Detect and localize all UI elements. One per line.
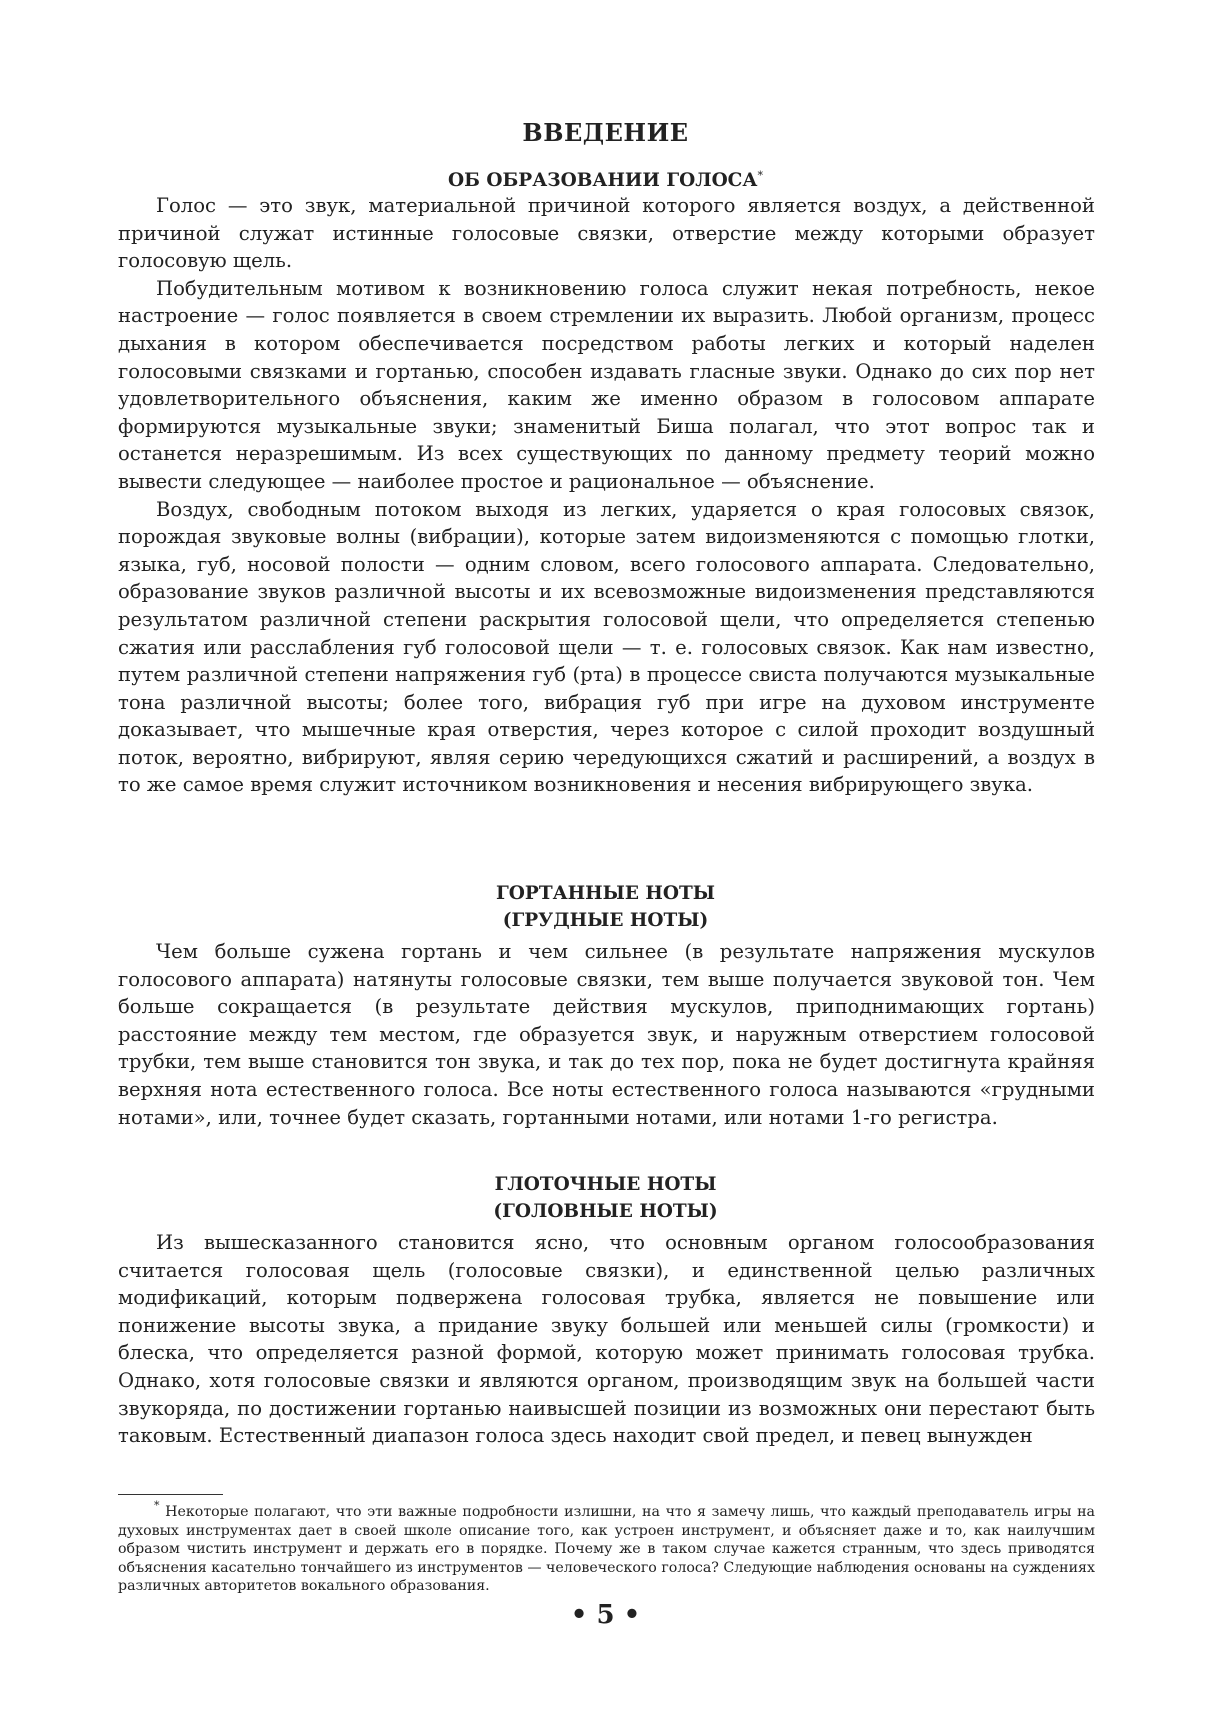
page-number: • 5 • — [570, 1600, 641, 1630]
section-heading-line: ГОРТАННЫЕ НОТЫ — [496, 883, 715, 904]
section-heading-line: (ГОЛОВНЫЕ НОТЫ) — [493, 1201, 718, 1222]
footnote-text: Некоторые полагают, что эти важные подробности излишни, на что я замечу лишь, что каждый преподаватель игры на духовых инструментах дает в своей школе описание того, как устроен инструмент, и объясняет даже и то, как наилучшим образом чистить инструмент и держать его в порядке. Почему же в таком случае кажется странным, что здесь приводятся объяснения касательно тончайшего из инструментов — человеческого голоса? Следующие наблюдения основаны на суждениях различных авторитетов вокального образования. — [118, 1504, 1095, 1594]
section-heading-line: ГЛОТОЧНЫЕ НОТЫ — [494, 1174, 717, 1195]
section-heading-line: (ГРУДНЫЕ НОТЫ) — [502, 910, 709, 931]
paragraph: Побудительным мотивом к возникновению голоса служит некая потребность, некое настроение — голос появляется в своем стремлении их выразить. Любой организм, процесс дыхания в котором обеспечивается посредством работы легких и который наделен голосовыми связками и гортанью, способен издавать гласные звуки. Однако до сих пор нет удовлетворительного объяснения, каким же именно образом в голосовом аппарате формируются музыкальные звуки; знаменитый Биша полагал, что этот вопрос так и останется неразрешимым. Из всех существующих по данному предмету теорий можно вывести следующее — наиболее простое и рациональное — объяснение. — [118, 276, 1095, 493]
section-heading-text: ОБ ОБРАЗОВАНИИ ГОЛОСА — [448, 170, 758, 191]
page-title: ВВЕДЕНИЕ — [522, 118, 689, 147]
paragraph: Воздух, свободным потоком выходя из легких, ударяется о края голосовых связок, порождая звуковые волны (вибрации), которые затем видоизменяются с помощью глотки, языка, губ, носовой полости — одним словом, всего голосового аппарата. Следовательно, образование звуков различной высоты и их всевозможные видоизменения представляются результатом различной степени раскрытия голосовой щели, что определяется степенью сжатия или расслабления губ голосовой щели — т. е. голосовых связок. Как нам известно, путем различной степени напряжения губ (рта) в процессе свиста получаются музыкальные тона различной высоты; более того, вибрация губ при игре на духовом инструменте доказывает, что мышечные края отверстия, через которое с силой проходит воздушный поток, вероятно, вибрируют, являя серию чередующихся сжатий и расширений, а воздух в то же самое время служит источником возникновения и несения вибрирующего звука. — [118, 497, 1095, 797]
footnote — [118, 1497, 1095, 1596]
paragraph: Чем больше сужена гортань и чем сильнее (в результате напряжения мускулов голосового аппарата) натянуты голосовые связки, тем выше получается звуковой тон. Чем больше сокращается (в результате действия мускулов, приподнимающих гортань) расстояние между тем местом, где образуется звук, и наружным отверстием голосовой трубки, тем выше становится тон звука, и так до тех пор, пока не будет достигнута крайняя верхняя нота естественного голоса. Все ноты естественного голоса называются «грудными нотами», или, точнее будет сказать, гортанными нотами, или нотами 1-го регистра. — [118, 940, 1095, 1129]
footnote-marker: * — [757, 169, 763, 182]
section-body-pharyngeal-notes — [118, 1229, 1095, 1450]
footnote-marker: * — [154, 1499, 160, 1512]
paragraph: Голос — это звук, материальной причиной которого является воздух, а действенной причиной служат истинные голосовые связки, отверстие между которыми образует голосовую щель. — [118, 194, 1095, 273]
section-body-laryngeal-notes — [118, 938, 1095, 1131]
footnote-divider — [118, 1494, 223, 1495]
section-heading-voice-formation — [0, 162, 1211, 194]
section-body-voice-formation — [118, 192, 1095, 799]
paragraph: Из вышесказанного становится ясно, что основным органом голосообразования считается голосовая щель (голосовые связки), и единственной целью различных модификаций, которым подвержена голосовая трубка, является не повышение или понижение высоты звука, а придание звуку большей или меньшей силы (громкости) и блеска, что определяется разной формой, которую может принимать голосовая трубка. Однако, хотя голосовые связки и являются органом, производящим звук на большей части звукоряда, по достижении гортанью наивысшей позиции из возможных они перестают быть таковым. Естественный диапазон голоса здесь находит свой предел, и певец вынужден — [118, 1231, 1095, 1448]
section-heading-pharyngeal-notes — [0, 1171, 1211, 1225]
section-heading-laryngeal-notes — [0, 880, 1211, 934]
